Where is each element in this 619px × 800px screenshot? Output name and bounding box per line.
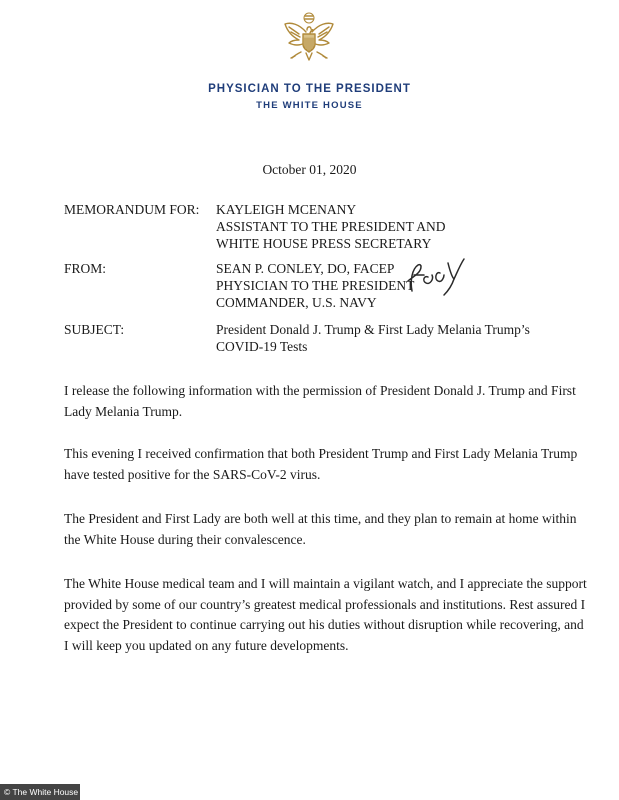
subject-line: President Donald J. Trump & First Lady Melania Trump’s [216, 322, 530, 337]
from-value [216, 260, 536, 311]
paragraph-line: This evening I received confirmation that both President Trump and First Lady Melania Trump [64, 446, 578, 461]
paragraph-line: I will keep you updated on any future developments. [64, 637, 349, 653]
paragraph-line: expect the President to continue carrying out his duties without disruption while recovering, and [64, 617, 584, 632]
sender-line: SEAN P. CONLEY, DO, FACEP [216, 261, 395, 276]
body-paragraph-2 [64, 444, 578, 485]
letterhead-title: PHYSICIAN TO THE PRESIDENT [208, 83, 411, 95]
paragraph-line: The White House medical team and I will maintain a vigilant watch, and I appreciate the support [64, 576, 587, 591]
paragraph-line: have tested positive for the SARS-CoV-2 virus. [64, 466, 321, 482]
body-paragraph-1 [64, 381, 576, 422]
from-label: FROM: [64, 261, 107, 276]
recipient-line: ASSISTANT TO THE PRESIDENT AND [216, 219, 446, 234]
paragraph-line: the White House during their convalescence. [64, 531, 306, 547]
sender-line: PHYSICIAN TO THE PRESIDENT [216, 278, 415, 293]
memo-date: October 01, 2020 [262, 162, 357, 177]
handwritten-signature [398, 251, 478, 299]
paragraph-line: The President and First Lady are both well at this time, and they plan to remain at home within [64, 511, 577, 526]
paragraph-line: Lady Melania Trump. [64, 403, 183, 419]
recipient-line: KAYLEIGH MCENANY [216, 202, 357, 217]
subject-line: COVID-19 Tests [216, 339, 308, 354]
subject-value [216, 321, 536, 355]
paragraph-line: provided by some of our country’s greatest medical professionals and institutions. Rest assured I [64, 596, 586, 612]
recipient-line: WHITE HOUSE PRESS SECRETARY [216, 236, 432, 251]
subject-label: SUBJECT: [64, 322, 125, 337]
photo-credit: © The White House [0, 784, 80, 800]
presidential-seal-icon [279, 10, 339, 70]
sender-line: COMMANDER, U.S. NAVY [216, 295, 377, 310]
body-paragraph-4 [64, 574, 587, 656]
memorandum-for-value [216, 201, 536, 252]
memorandum-for-label: MEMORANDUM FOR: [64, 202, 200, 217]
paragraph-line: I release the following information with the permission of President Donald J. Trump and First [64, 383, 576, 398]
letterhead-subtitle: THE WHITE HOUSE [256, 100, 363, 111]
body-paragraph-3 [64, 509, 577, 550]
